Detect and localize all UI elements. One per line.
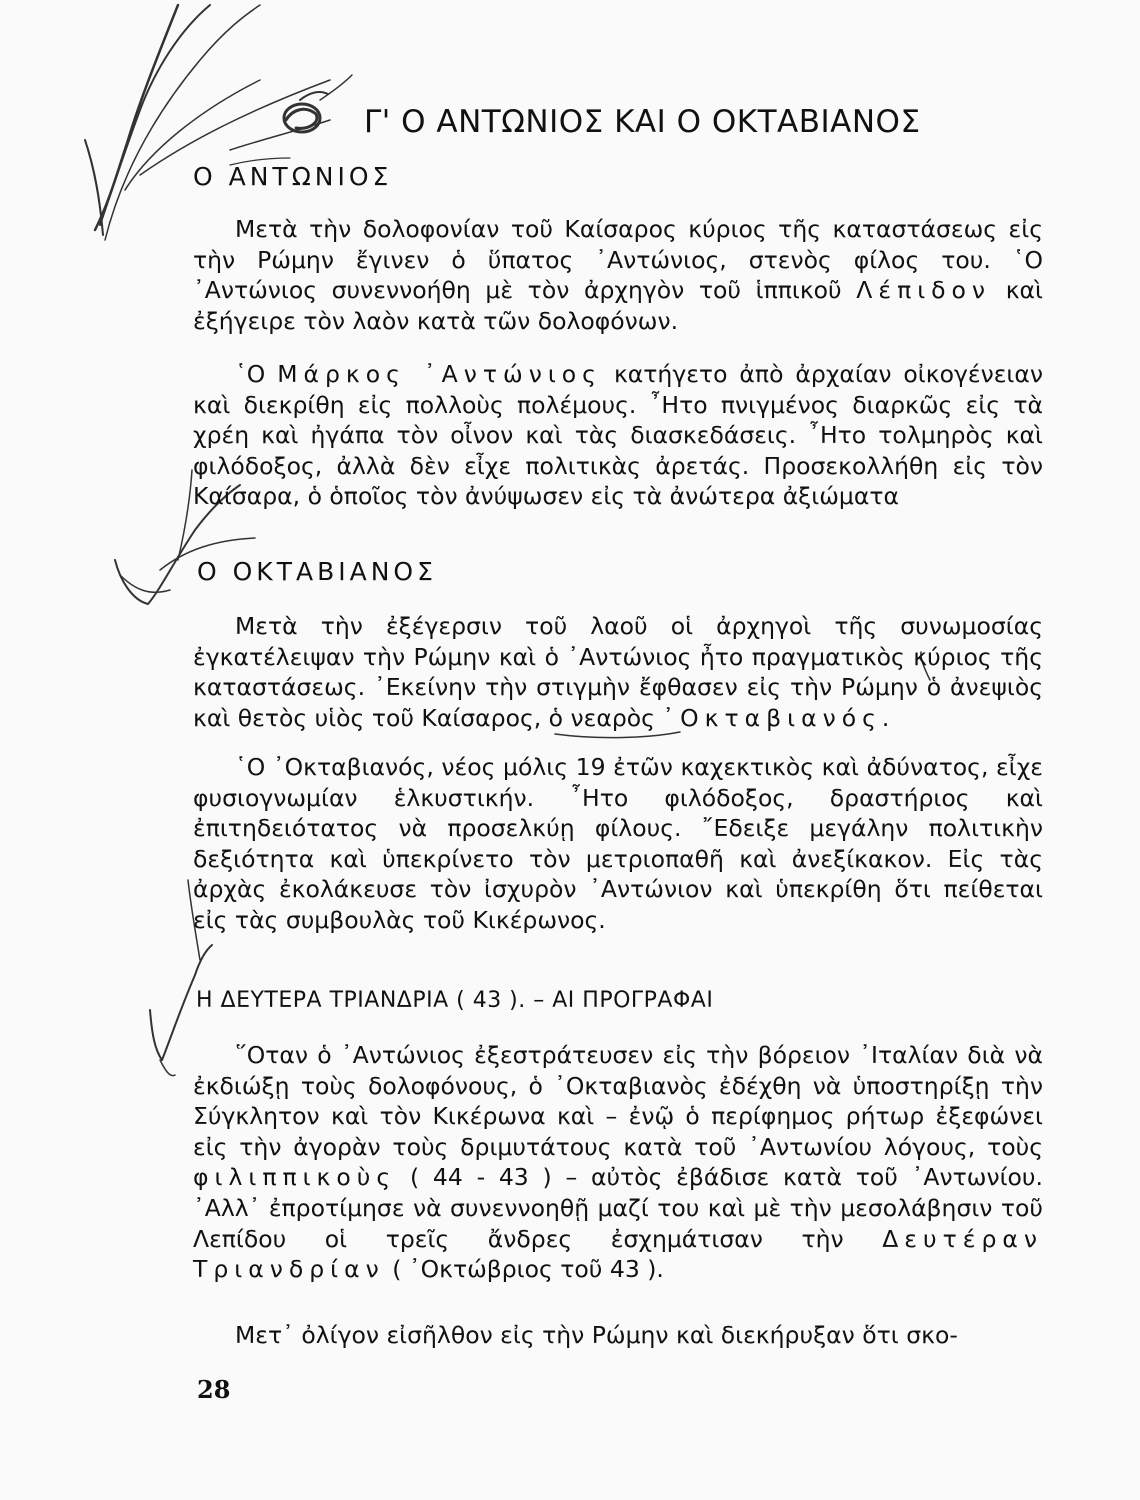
- paragraph-text: Μετὰ τὴν δολοφονίαν τοῦ Καίσαρος κύριος τῆς καταστάσεως εἰς τὴν Ρώμην ἔγινεν ὁ ὕπατος ᾿Αντώνιος, στενὸς φίλος του. ῾Ο ᾿Αντώνιος συνεννοήθη μὲ τὸν ἀρχηγὸν τοῦ ἱππικοῦ: [193, 215, 1043, 305]
- section-heading-oktavianos: Ο ΟΚΤΑΒΙΑΝΟΣ: [197, 557, 437, 586]
- paragraph-text: ( 44 - 43 ) – αὐτὸς ἐβάδισε κατὰ τοῦ ᾿Αντωνίου. ᾿Αλλ᾿ ἐπροτίμησε νὰ συνεννοηθῇ μαζί του καὶ μὲ τὴν μεσολάβησιν τοῦ Λεπίδου οἱ τρεῖς ἄνδρες ἐσχημάτισαν τὴν: [193, 1163, 1043, 1253]
- spaced-name: φιλιππικοὺς: [193, 1163, 397, 1192]
- paragraph-triandria-2: [193, 1320, 1043, 1351]
- paragraph-oktavianos-1: [193, 611, 1043, 733]
- circled-letter-annotation: [284, 75, 352, 132]
- paragraph-text: καὶ ἐξήγειρε τὸν λαὸν κατὰ τῶν δολοφόνων.: [193, 276, 1043, 335]
- spaced-name: Λέπιδον: [856, 276, 992, 305]
- spaced-name: ᾿Οκταβιανός.: [662, 703, 896, 732]
- section-heading-triandria: Η ΔΕΥΤΕΡΑ ΤΡΙΑΝΔΡΙΑ ( 43 ). – ΑΙ ΠΡΟΓΡΑΦΑΙ: [196, 988, 714, 1013]
- paragraph-text: ῾Ο: [235, 360, 266, 388]
- paragraph-text: ῞Οταν ὁ ᾿Αντώνιος ἐξεστράτευσεν εἰς τὴν βόρειον ᾿Ιταλίαν διὰ νὰ ἐκδιώξῃ τοὺς δολοφόνους, ὁ ᾿Οκταβιανὸς ἐδέχθη νὰ ὑποστηρίξῃ τὴν Σύγκλητον καὶ τὸν Κικέρωνα καὶ – ἐνῷ ὁ περίφημος ρήτωρ ἐξεφώνει εἰς τὴν ἀγορὰν τοὺς δριμυτάτους κατὰ τοῦ ᾿Αντωνίου λόγους, τοὺς: [193, 1041, 1043, 1161]
- paragraph-antonios-1: [193, 214, 1043, 336]
- paragraph-triandria-1: [193, 1040, 1043, 1285]
- spaced-name: Δευτέραν Τριανδρίαν: [193, 1224, 1043, 1284]
- paragraph-oktavianos-2: [193, 752, 1043, 936]
- checkmark-annotation-top: [85, 5, 330, 240]
- section-heading-antonios: Ο ΑΝΤΩΝΙΟΣ: [193, 162, 393, 191]
- paragraph-text: ῾Ο ᾿Οκταβιανός, νέος μόλις 19 ἐτῶν καχεκτικὸς καὶ ἀδύνατος, εἶχε φυσιογνωμίαν ἑλκυστικήν. ῏Ητο φιλόδοξος, δραστήριος καὶ ἐπιτηδειότατος νὰ προσελκύῃ φίλους. ῎Εδειξε μεγάλην πολιτικὴν δεξιότητα καὶ ὑπεκρίνετο τὸν μετριοπαθῆ καὶ ἀνεξίκακον. Εἰς τὰς ἀρχὰς ἐκολάκευσε τὸν ἰσχυρὸν ᾿Αντώνιον καὶ ὑπεκρίθη ὅτι πείθεται εἰς τὰς συμβουλὰς τοῦ Κικέρωνος.: [193, 753, 1043, 934]
- page-number: 28: [197, 1375, 231, 1404]
- chapter-title: Γ' Ο ΑΝΤΩΝΙΟΣ ΚΑΙ Ο ΟΚΤΑΒΙΑΝΟΣ: [364, 104, 921, 140]
- paragraph-text: Μετὰ τὴν ἐξέγερσιν τοῦ λαοῦ οἱ ἀρχηγοὶ τῆς συνωμοσίας ἐγκατέλειψαν τὴν Ρώμην καὶ ὁ ᾿Αντώνιος ἦτο πραγματικὸς κύριος τῆς καταστάσεως. ᾿Εκείνην τὴν στιγμὴν ἔφθασεν εἰς τὴν Ρώμην ὁ ἀνεψιὸς καὶ θετὸς υἱὸς τοῦ Καίσαρος, ὁ νεαρὸς: [193, 612, 1043, 732]
- paragraph-text: Μετ᾿ ὀλίγον εἰσῆλθον εἰς τὴν Ρώμην καὶ διεκήρυξαν ὅτι σκο-: [235, 1321, 958, 1349]
- paragraph-antonios-2: [193, 359, 1043, 512]
- paragraph-text: ( ᾿Οκτώβριος τοῦ 43 ).: [392, 1255, 664, 1284]
- paragraph-text: κατήγετο ἀπὸ ἀρχαίαν οἰκογένειαν καὶ διεκρίθη εἰς πολλοὺς πολέμους. ῏Ητο πνιγμένος διαρκῶς εἰς τὰ χρέη καὶ ἠγάπα τὸν οἶνον καὶ τὰς διασκεδάσεις. ῏Ητο τολμηρὸς καὶ φιλόδοξος, ἀλλὰ δὲν εἶχε πολιτικὰς ἀρετάς. Προσεκολλήθη εἰς τὸν Καίσαρα, ὁ ὁποῖος τὸν ἀνύψωσεν εἰς τὰ ἀνώτερα ἀξιώματα: [193, 360, 1043, 511]
- spaced-name: Μάρκος ᾿Αντώνιος: [277, 360, 602, 388]
